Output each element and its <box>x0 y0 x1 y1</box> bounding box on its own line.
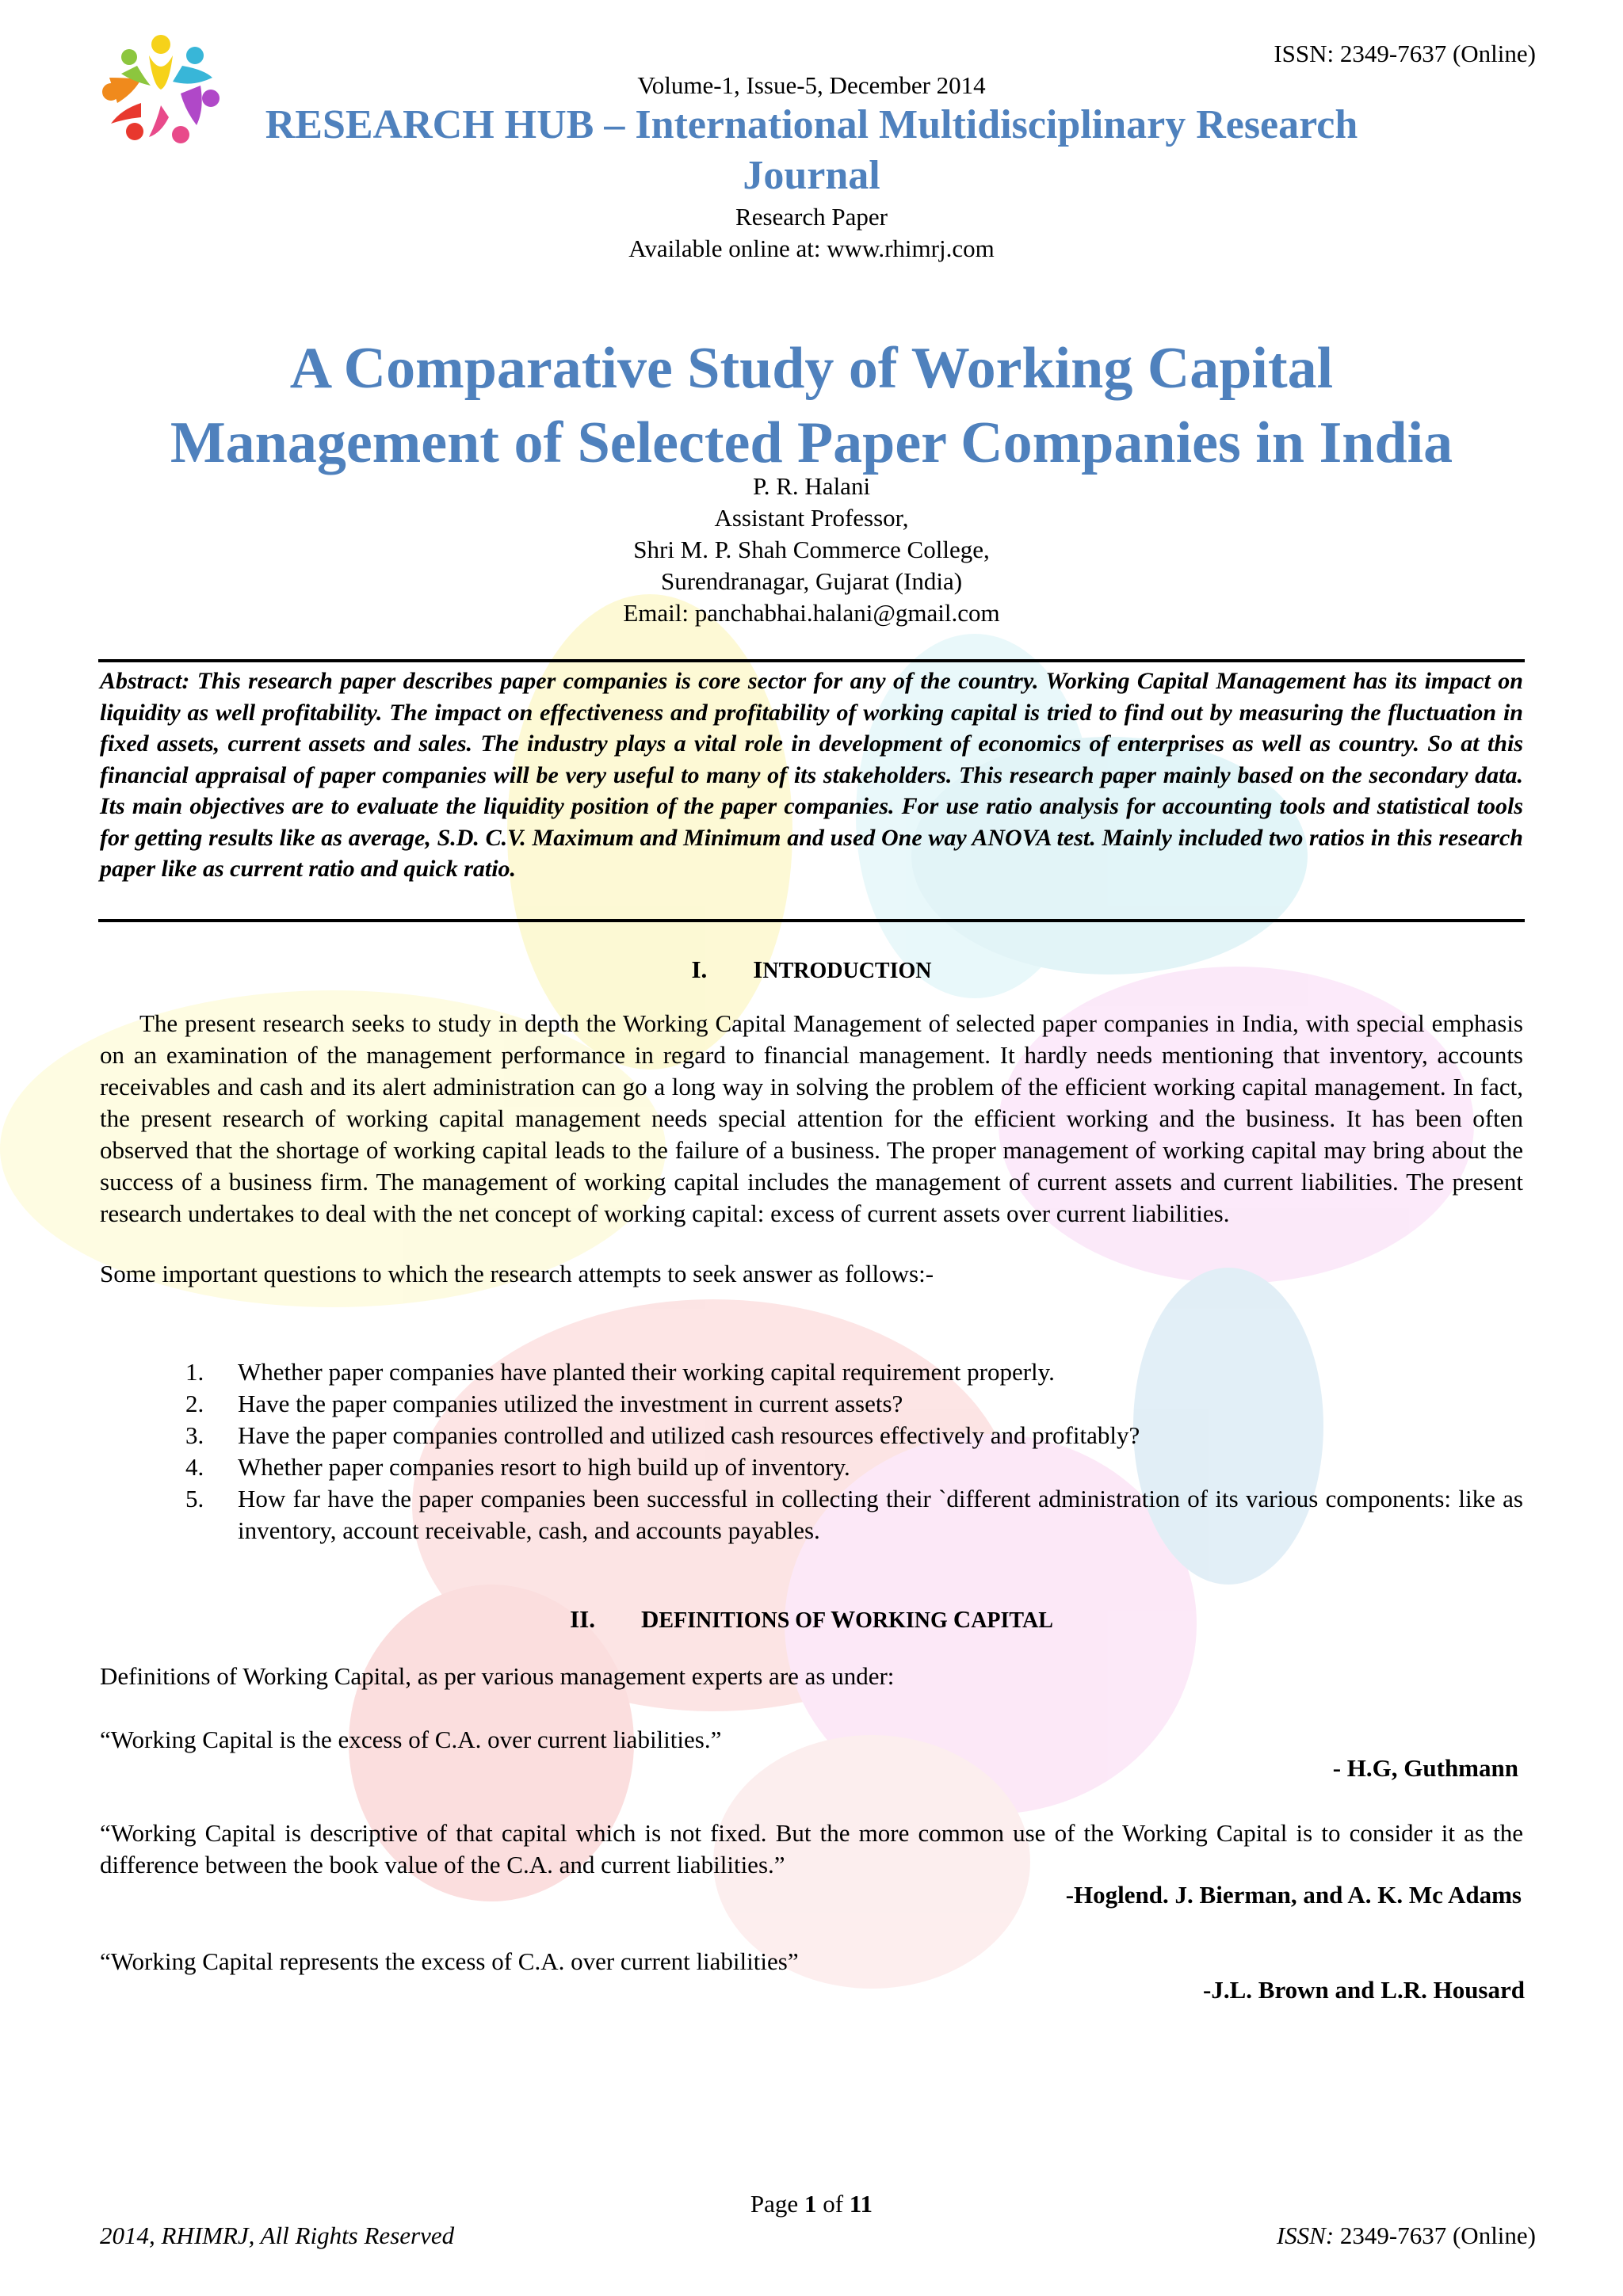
author-position: Assistant Professor, <box>714 504 909 532</box>
abstract-top-rule <box>98 659 1525 662</box>
list-item-text: How far have the paper companies been successful in collecting their `different administration of its various components: like as inventory, account receivable, cash, and accounts payables. <box>238 1485 1523 1544</box>
footer-issn <box>1277 2222 1536 2250</box>
page-current: 1 <box>804 2190 817 2218</box>
footer-issn-value: 2349-7637 (Online) <box>1334 2222 1536 2249</box>
list-item <box>100 1483 1523 1547</box>
author-email: Email: panchabhai.halani@gmail.com <box>623 599 1000 627</box>
section-title-initial: C <box>953 1605 972 1633</box>
available-online: Available online at: www.rhimrj.com <box>628 235 995 262</box>
footer-issn-label: ISSN: <box>1276 2222 1335 2249</box>
definition-quote: “Working Capital is the excess of C.A. over current liabilities.” <box>100 1726 722 1753</box>
section-title-rest: NTRODUCTION <box>762 959 932 983</box>
list-item-text: Whether paper companies resort to high build up of inventory. <box>238 1453 850 1481</box>
journal-title <box>0 100 1623 201</box>
author-name: P. R. Halani <box>752 472 871 500</box>
section-number: I. <box>691 955 708 983</box>
author-college: Shri M. P. Shah Commerce College, <box>633 536 990 563</box>
list-item-number: 3. <box>185 1421 204 1449</box>
list-item <box>100 1420 1523 1451</box>
page-total: 11 <box>849 2190 873 2218</box>
definition-author: -J.L. Brown and L.R. Housard <box>1203 1976 1525 2004</box>
definition-quote: “Working Capital is descriptive of that capital which is not fixed. But the more common use of the Working Capital is to consider it as the difference between the book value of the C.A. and current liabilities.” <box>100 1819 1523 1878</box>
list-item-number: 5. <box>185 1485 204 1512</box>
section-title-initial: W <box>831 1605 856 1633</box>
paper-type: Research Paper <box>735 203 888 231</box>
author-place: Surendranagar, Gujarat (India) <box>660 567 963 595</box>
list-item-number: 4. <box>185 1453 204 1481</box>
definitions-intro: Definitions of Working Capital, as per various management experts are as under: <box>100 1662 895 1690</box>
abstract-bottom-rule <box>98 919 1525 922</box>
list-item-text: Have the paper companies controlled and utilized cash resources effectively and profitably? <box>238 1421 1140 1449</box>
volume-info: Volume-1, Issue-5, December 2014 <box>637 71 986 99</box>
section-title-part: APITAL <box>971 1608 1053 1633</box>
list-item-number: 1. <box>185 1358 204 1386</box>
definition-author: - H.G, Guthmann <box>1332 1754 1518 1782</box>
list-item-text: Whether paper companies have planted their working capital requirement properly. <box>238 1358 1055 1386</box>
page-prefix: Page <box>750 2190 804 2218</box>
page-of: of <box>816 2190 850 2218</box>
journal-title-line2: Journal <box>743 153 880 198</box>
section-title-initial: I <box>753 955 763 983</box>
section-title-initial: D <box>640 1605 659 1633</box>
journal-title-line1: RESEARCH HUB – International Multidisciplinary Research <box>265 102 1358 147</box>
questions-intro: Some important questions to which the research attempts to seek answer as follows:- <box>100 1260 934 1287</box>
definition-quote: “Working Capital represents the excess of C.A. over current liabilities” <box>100 1947 799 1975</box>
paper-title-line1: A Comparative Study of Working Capital <box>289 336 1334 401</box>
list-item <box>100 1356 1523 1388</box>
list-item-text: Have the paper companies utilized the investment in current assets? <box>238 1390 903 1417</box>
abstract: Abstract: This research paper describes paper companies is core sector for any of the country. Working Capital Management has its impact on liquidity as well profitability. The impact on effectiveness and profitability of working capital is tried to find out by measuring the fluctuation in fixed assets, current assets and sales. The industry plays a vital role in development of economics of enterprises as well as country. So at this financial appraisal of paper companies will be very useful to many of its stakeholders. This research paper mainly based on the secondary data. Its main objectives are to evaluate the liquidity position of the paper companies. For use ratio analysis for accounting tools and statistical tools for getting results like as average, S.D. C.V. Maximum and Minimum and used One way ANOVA test. Mainly included two ratios in this research paper like as current ratio and quick ratio. <box>100 668 1523 882</box>
section-title-part: ORKING <box>855 1608 953 1633</box>
list-item <box>100 1388 1523 1420</box>
paper-title <box>0 331 1623 480</box>
definition-author: -Hoglend. J. Bierman, and A. K. Mc Adams <box>1065 1881 1522 1909</box>
list-item-number: 2. <box>185 1390 204 1417</box>
page-number <box>0 2190 1623 2218</box>
section-heading-definitions <box>0 1605 1623 1634</box>
introduction-paragraph: The present research seeks to study in depth the Working Capital Management of selected paper companies in India, with special emphasis on an examination of the management performance in regard to financial management. It hardly needs mentioning that inventory, accounts receivables and cash and its alert administration can go a long way in solving the problem of the efficient working capital management. In fact, the present research of working capital management needs special attention for the efficient working and the business. It has been often observed that the shortage of working capital leads to the failure of a business. The proper management of working capital may bring about the success of a business firm. The management of working capital includes the management of current assets and current liabilities. The present research undertakes to deal with the net concept of working capital: excess of current assets over current liabilities. <box>100 1009 1523 1227</box>
issn-header: ISSN: 2349-7637 (Online) <box>1274 40 1536 67</box>
section-title-part: EFINITIONS OF <box>659 1608 831 1633</box>
list-item <box>100 1451 1523 1483</box>
research-questions-list <box>100 1356 1523 1547</box>
paper-title-line2: Management of Selected Paper Companies in India <box>170 410 1453 475</box>
section-number: II. <box>570 1605 595 1633</box>
footer-copyright: 2014, RHIMRJ, All Rights Reserved <box>100 2222 455 2249</box>
section-heading-introduction <box>0 955 1623 984</box>
